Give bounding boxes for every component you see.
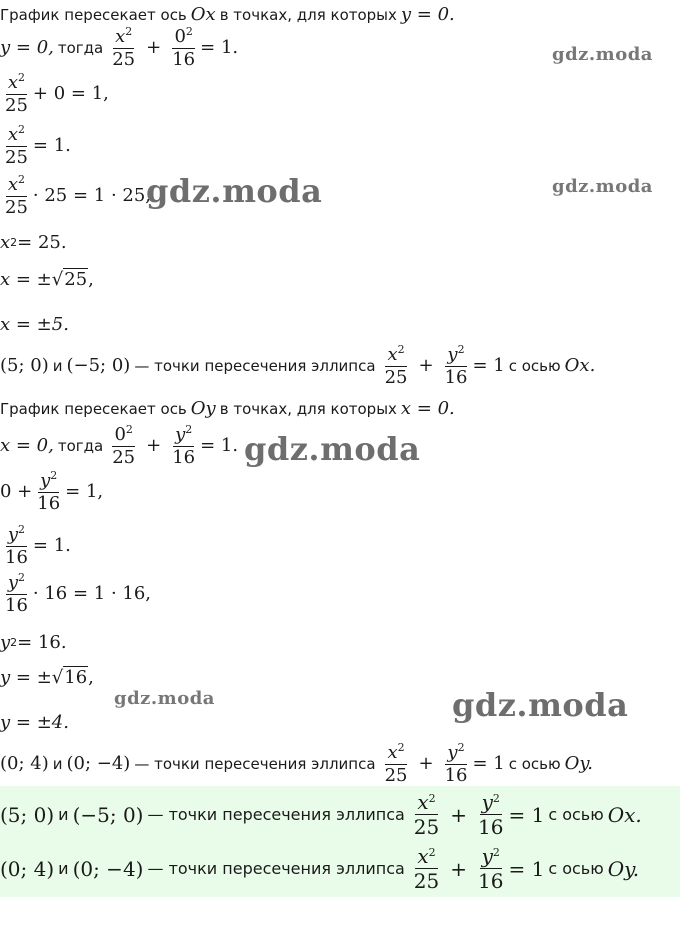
answer-ox: (5; 0) и (−5; 0) — точки пересечения эллипса $\frac{x^2}{25}$ + $\frac{y^2}{16}$ = 1 с осью Ox.: [0, 790, 642, 839]
equation-substitute-y: y = 0, тогда $\frac{x^2}{25}$ + $\frac{0^2}{16}$ = 1.: [0, 25, 239, 70]
fraction: $\frac{0^2}{16}$: [172, 25, 196, 70]
equation-step: x 2 = 25.: [0, 232, 67, 253]
fraction: $\frac{y^2}{16}$: [478, 790, 504, 839]
watermark: gdz.moda: [244, 430, 421, 468]
equation-step: 0 + $\frac{y^2}{16}$ = 1,: [0, 469, 104, 514]
heading-oy: График пересекает ось Oy в точках, для которых x = 0.: [0, 398, 455, 419]
equation-step: $\frac{x^2}{25}$ + 0 = 1,: [5, 71, 109, 116]
fraction: $\frac{0^2}{25}$: [112, 423, 136, 468]
equation-step: y 2 = 16.: [0, 632, 67, 653]
fraction: $\frac{y^2}{16}$: [444, 343, 468, 388]
equation-step: $\frac{y^2}{16}$ = 1.: [5, 523, 71, 568]
equation-step: y = ±4.: [0, 712, 69, 733]
equation-step: $\frac{y^2}{16}$ · 16 = 1 · 16,: [5, 571, 152, 616]
fraction: $\frac{y^2}{16}$: [444, 741, 468, 786]
equation-substitute-x: x = 0, тогда $\frac{0^2}{25}$ + $\frac{y^2}{16}$ = 1.: [0, 423, 239, 468]
fraction: $\frac{y^2}{16}$: [5, 571, 28, 616]
equation-step: y = ± √ 16 ,: [0, 666, 94, 688]
equation-step: x = ±5.: [0, 314, 69, 335]
fraction: $\frac{y^2}{16}$: [172, 423, 196, 468]
fraction: $\frac{x^2}{25}$: [384, 741, 408, 786]
fraction: $\frac{y^2}{16}$: [478, 844, 504, 893]
result-ox: (5; 0) и (−5; 0) — точки пересечения эллипса $\frac{x^2}{25}$ + $\frac{y^2}{16}$ = 1 с осью Ox.: [0, 343, 596, 388]
watermark: gdz.moda: [552, 176, 653, 197]
answer-oy: (0; 4) и (0; −4) — точки пересечения эллипса $\frac{x^2}{25}$ + $\frac{y^2}{16}$ = 1 с осью Oy.: [0, 844, 640, 893]
fraction: $\frac{x^2}{25}$: [5, 173, 28, 218]
answer-block: [0, 786, 680, 897]
fraction: $\frac{x^2}{25}$: [5, 71, 28, 116]
watermark: gdz.moda: [146, 172, 323, 210]
fraction: $\frac{y^2}{16}$: [37, 469, 61, 514]
equation-step: $\frac{x^2}{25}$ · 25 = 1 · 25,: [5, 173, 152, 218]
fraction: $\frac{x^2}{25}$: [413, 790, 440, 839]
result-oy: (0; 4) и (0; −4) — точки пересечения эллипса $\frac{x^2}{25}$ + $\frac{y^2}{16}$ = 1 с осью Oy.: [0, 741, 593, 786]
watermark: gdz.moda: [114, 688, 215, 709]
equation-step: x = ± √ 25 ,: [0, 268, 94, 290]
heading-ox: График пересекает ось Ox в точках, для которых y = 0.: [0, 4, 455, 25]
watermark: gdz.moda: [452, 686, 629, 724]
fraction: $\frac{y^2}{16}$: [5, 523, 28, 568]
watermark: gdz.moda: [552, 44, 653, 65]
fraction: $\frac{x^2}{25}$: [112, 25, 136, 70]
equation-step: $\frac{x^2}{25}$ = 1.: [5, 123, 71, 168]
fraction: $\frac{x^2}{25}$: [413, 844, 440, 893]
fraction: $\frac{x^2}{25}$: [5, 123, 28, 168]
fraction: $\frac{x^2}{25}$: [384, 343, 408, 388]
